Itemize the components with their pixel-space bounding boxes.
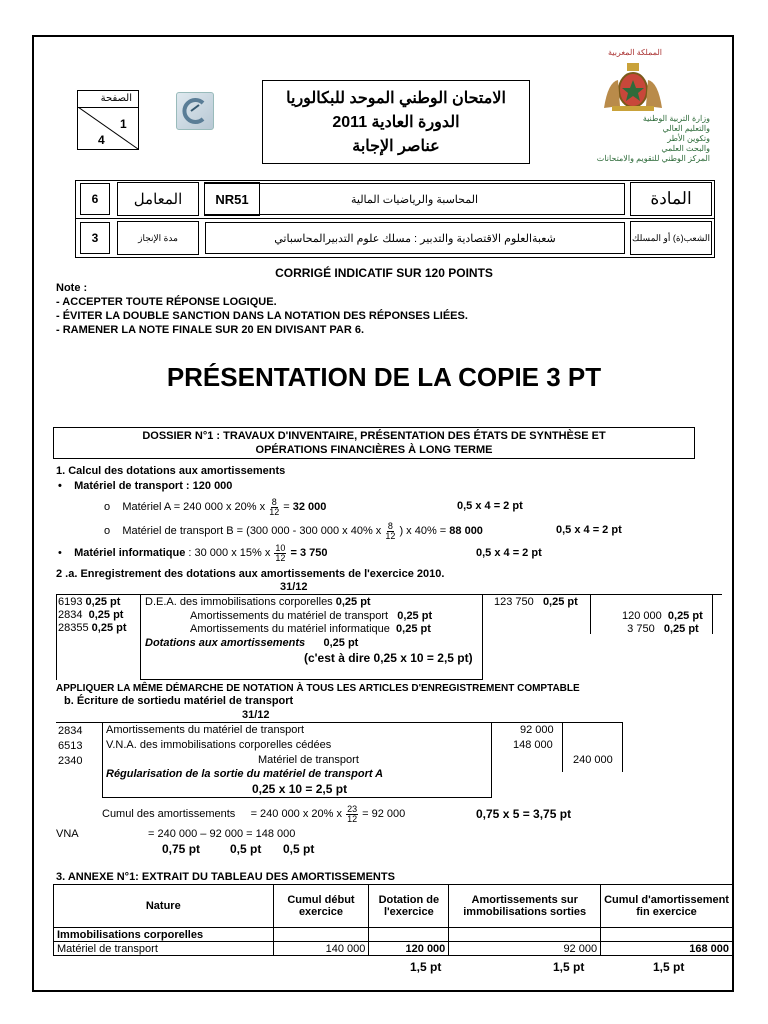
ministry-line: وزارة التربية الوطنية	[642, 114, 710, 123]
info-result: = 3 750	[287, 547, 328, 559]
corrige-heading: CORRIGÉ INDICATIF SUR 120 POINTS	[275, 266, 493, 280]
kingdom-label: المملكة المغربية	[608, 48, 662, 57]
vna-pts-1: 0,75 pt	[162, 842, 201, 856]
label-pts: 0,25 pt	[396, 623, 431, 635]
th-dotation: Dotation de l'exercice	[369, 885, 449, 928]
duration-value: 3	[80, 222, 110, 254]
s2a-accounts	[58, 596, 127, 635]
info-pts: 0,5 x 4 = 2 pt	[476, 547, 542, 559]
note-item: - ÉVITER LA DOUBLE SANCTION DANS LA NOTATION DES RÉPONSES LIÉES.	[56, 310, 468, 322]
subject-label: المادة	[630, 182, 712, 216]
s2a-debit	[494, 596, 578, 608]
account-pts: 0,25 pt	[91, 622, 127, 634]
cumul-left: = 240 000 x 20% x	[250, 808, 342, 820]
table-cell	[601, 928, 733, 942]
account-number: 6193	[58, 596, 83, 608]
ministry-line: والبحث العلمي	[661, 144, 710, 153]
s2a-title: 2 .a. Enregistrement des dotations aux amortissements de l'exercice 2010.	[56, 568, 445, 580]
table-cell	[449, 928, 601, 942]
label-text: D.E.A. des immobilisations corporelles	[145, 596, 333, 608]
account-number: 2834	[58, 725, 83, 737]
subject-name: المحاسبة والرياضيات المالية	[205, 183, 625, 215]
info-left: : 30 000 x 15% x	[185, 547, 271, 559]
label-text: Amortissements du matériel de transport	[190, 610, 389, 622]
b-left: Matériel de transport B = (300 000 - 300 000 x 40% x	[122, 525, 382, 537]
th-amort-sorties: Amortissements sur immobilisations sorties	[449, 885, 601, 928]
vna-pts-2: 0,5 pt	[230, 842, 262, 856]
ministry-line: والتعليم العالي	[662, 124, 710, 133]
dossier-box	[53, 427, 695, 459]
page-label: الصفحة	[100, 93, 132, 104]
th-cumul-debut: Cumul début exercice	[273, 885, 369, 928]
a-pts: 0,5 x 4 = 2 pt	[457, 500, 523, 512]
a-den: 12	[269, 506, 280, 517]
ministry-line: وتكوين الأطر	[667, 134, 710, 143]
row-dotation: 120 000	[369, 942, 449, 956]
s2b-l1: Amortissements du matériel de transport	[106, 724, 305, 736]
cumul-label: Cumul des amortissements	[102, 808, 236, 820]
b-den: 12	[385, 530, 396, 541]
ministry-line: المركز الوطني للتقويم والامتحانات	[596, 154, 710, 163]
s2a-credit1	[622, 610, 703, 622]
amount: 3 750	[627, 623, 655, 635]
s1-informatique: • Matériel informatique : 30 000 x 15% x $\frac{10}{12}$ = 3 750	[58, 542, 328, 563]
label-pts: 0,25 pt	[397, 610, 433, 622]
exam-title-box	[262, 80, 530, 164]
page-diagonal	[78, 107, 138, 149]
account-number: 6513	[58, 740, 83, 752]
s1-material-a: o Matériel A = 240 000 x 20% x $\frac{8}{12}$ = 32 000	[104, 496, 327, 517]
s2b-l3: Matériel de transport	[258, 754, 359, 766]
s2a-l3	[190, 623, 431, 635]
s3-title: 3. ANNEXE N°1: EXTRAIT DU TABLEAU DES AMORTISSEMENTS	[56, 871, 395, 883]
note-title: Note :	[56, 282, 88, 294]
s3-pts-2: 1,5 pt	[553, 960, 585, 974]
th-nature: Nature	[54, 885, 274, 928]
s2a-l2	[190, 610, 432, 622]
table-cell	[369, 928, 449, 942]
s2b-cumul	[102, 802, 405, 826]
page-total: 4	[98, 133, 105, 147]
apply-note: APPLIQUER LA MÊME DÉMARCHE DE NOTATION À TOUS LES ARTICLES D'ENREGISTREMENT COMPTABLE	[56, 683, 580, 694]
branch-label: الشعب(ة) أو المسلك	[630, 221, 712, 255]
s2a-l1	[145, 596, 371, 608]
dossier-line2: OPÉRATIONS FINANCIÈRES À LONG TERME	[255, 444, 493, 456]
account-pts: 0,25 pt	[88, 609, 124, 621]
row-amort-sorties: 92 000	[449, 942, 601, 956]
exam-session: الدورة العادية 2011	[332, 114, 460, 131]
account-number: 2340	[58, 755, 83, 767]
s2b-l4: Régularisation de la sortie du matériel de transport A	[106, 768, 384, 780]
s2a-l4	[145, 637, 358, 649]
group-label: Immobilisations corporelles	[54, 928, 274, 942]
s3-pts-3: 1,5 pt	[653, 960, 685, 974]
ministry-block	[570, 114, 710, 164]
b-num: 8	[387, 520, 393, 531]
table-cell	[273, 928, 369, 942]
row-cumul-fin: 168 000	[601, 942, 733, 956]
label-text: Amortissements du matériel informatique	[190, 623, 390, 635]
label-pts: 0,25 pt	[335, 596, 371, 608]
s2b-title: b. Écriture de sortiedu matériel de transport	[64, 695, 294, 707]
account-pts: 0,25 pt	[85, 596, 121, 608]
s1-material-b: o Matériel de transport B = (300 000 - 300 000 x 40% x $\frac{8}{12}$ ) x 40% = 88 000	[104, 520, 483, 541]
dossier-line1: DOSSIER N°1 : TRAVAUX D'INVENTAIRE, PRÉSENTATION DES ÉTATS DE SYNTHÈSE ET	[142, 430, 606, 442]
s2a-credit2	[618, 623, 699, 635]
s2b-c1: 240 000	[573, 754, 613, 766]
vna-pts-3: 0,5 pt	[283, 842, 315, 856]
amount-pts: 0,25 pt	[542, 596, 578, 608]
row-cumul-debut: 140 000	[273, 942, 369, 956]
duration-label: مدة الإنجاز	[117, 221, 199, 255]
coef-label: المعامل	[117, 182, 199, 216]
exam-title: الامتحان الوطني الموحد للبكالوريا	[286, 90, 506, 107]
coef-value: 6	[80, 183, 110, 215]
th-cumul-fin: Cumul d'amortissement fin exercice	[601, 885, 733, 928]
a-num: 8	[271, 496, 277, 507]
b-result: 88 000	[449, 525, 483, 537]
s2b-accounts	[58, 724, 82, 769]
cumul-num: 23	[347, 803, 358, 814]
page-num: 1	[120, 117, 127, 131]
a-eq: =	[283, 501, 293, 513]
page-number-box	[77, 90, 139, 150]
a-result: 32 000	[292, 501, 327, 513]
note-item: - RAMENER LA NOTE FINALE SUR 20 EN DIVISANT PAR 6.	[56, 324, 365, 336]
label-text: Dotations aux amortissements	[145, 637, 306, 649]
info-den: 12	[275, 552, 286, 563]
subject-code: NR51	[204, 182, 260, 216]
cumul-right: = 92 000	[362, 808, 406, 820]
amount-pts: 0,25 pt	[667, 610, 703, 622]
row-nature: Matériel de transport	[54, 942, 274, 956]
info-label: Matériel informatique	[74, 547, 186, 559]
account-number: 2834	[58, 609, 83, 621]
s2b-date: 31/12	[242, 709, 270, 721]
amortization-table	[53, 884, 733, 956]
b-pts: 0,5 x 4 = 2 pt	[556, 524, 622, 536]
amount: 120 000	[622, 610, 662, 622]
info-num: 10	[275, 542, 286, 553]
note-block	[56, 281, 468, 337]
exam-answers: عناصر الإجابة	[352, 138, 440, 155]
s2b-d2: 148 000	[513, 739, 553, 751]
a-left: Matériel A = 240 000 x 20% x	[122, 501, 266, 513]
s1-title: 1. Calcul des dotations aux amortissements	[56, 465, 286, 477]
s2b-l2: V.N.A. des immobilisations corporelles cédées	[106, 739, 332, 751]
vna-calc: = 240 000 – 92 000 = 148 000	[148, 828, 296, 840]
moroccan-emblem-icon	[598, 60, 668, 112]
s1-transport-label: Matériel de transport : 120 000	[74, 480, 233, 492]
note-item: - ACCEPTER TOUTE RÉPONSE LOGIQUE.	[56, 296, 277, 308]
account-number: 28355	[58, 622, 89, 634]
exam-logo-icon	[176, 92, 214, 130]
s2a-date: 31/12	[280, 581, 308, 593]
amount: 123 750	[494, 596, 534, 608]
s3-pts-1: 1,5 pt	[410, 960, 442, 974]
cumul-pts: 0,75 x 5 = 3,75 pt	[476, 807, 572, 821]
amount-pts: 0,25 pt	[663, 623, 699, 635]
presentation-heading: PRÉSENTATION DE LA COPIE 3 PT	[166, 362, 602, 392]
s2a-l5: (c'est à dire 0,25 x 10 = 2,5 pt)	[304, 651, 473, 665]
s1-transport: • Matériel de transport : 120 000	[58, 480, 233, 492]
cumul-den: 12	[347, 813, 358, 824]
s2b-d1: 92 000	[520, 724, 554, 736]
vna-label: VNA	[56, 828, 79, 840]
b-mid: ) x 40% =	[399, 525, 450, 537]
branch-name: شعبةالعلوم الاقتصادية والتدبير : مسلك علوم التدبيرالمحاسباتي	[205, 222, 625, 254]
s2b-l5: 0,25 x 10 = 2,5 pt	[252, 782, 348, 796]
label-pts: 0,25 pt	[323, 637, 359, 649]
